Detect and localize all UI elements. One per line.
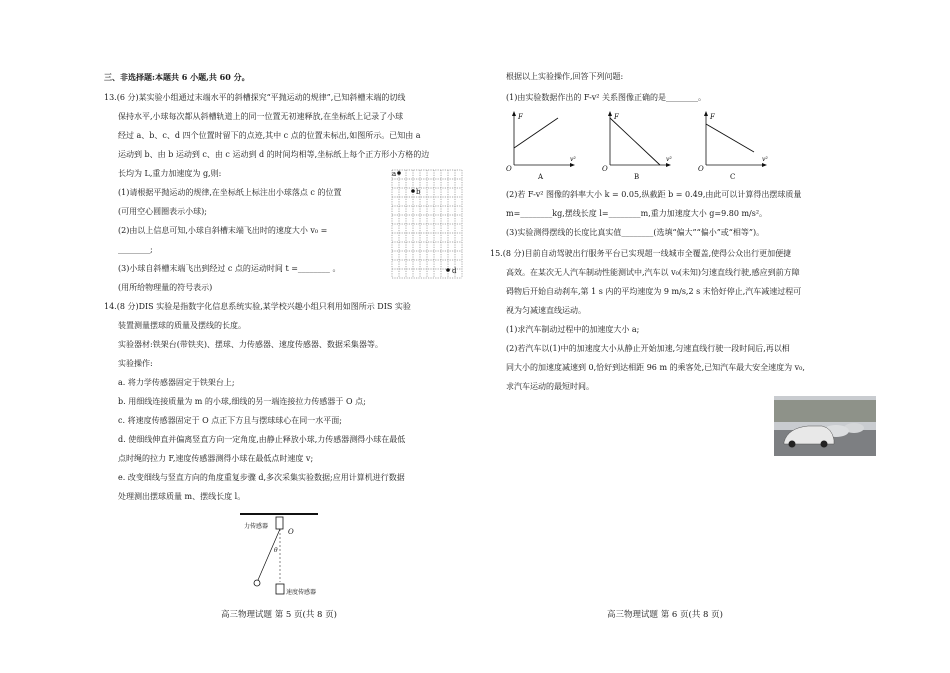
q14-answer-intro: 根据以上实验操作,回答下列问题: [506, 72, 624, 81]
q14-part-3: (3)实验测得摆线的长度比真实值________(选填“偏大”“偏小”或“相等”)。 [506, 228, 765, 237]
graph-A-option: A [538, 173, 544, 181]
graph-C-origin: O [698, 165, 704, 173]
f-v2-graph-C [698, 110, 773, 180]
pendulum-ball [254, 580, 260, 586]
q14-step-d: d. 使细线伸直并偏离竖直方向一定角度,由静止释放小球,力传感器测得小球在最低 [118, 435, 406, 444]
graph-A-x-label: v² [570, 156, 576, 163]
graph-B-line [610, 118, 660, 165]
page-5-footer: 高三物理试题 第 5 页(共 8 页) [221, 610, 337, 620]
q14-part-2b: m=________kg,摆线长度 l=________m,重力加速度大小 g=9.80 m/s²。 [506, 209, 768, 218]
point-O-label: O [288, 528, 294, 536]
graph-C-option: C [730, 173, 736, 181]
pendulum-apparatus-figure [228, 512, 348, 602]
autonomous-car-photo [774, 396, 876, 456]
q13-line-2: 保持水平,小球每次都从斜槽轨道上的同一位置无初速释放,在坐标纸上记录了小球 [118, 112, 404, 121]
q15-part-2-cont: 同大小的加速度减速到 0,恰好到达相距 96 m 的乘客处,已知汽车最大安全速度为 v₀, [506, 363, 805, 372]
exam-page-6 [475, 0, 950, 673]
angle-theta-label: θ [274, 547, 278, 554]
q14-step-e-cont: 处理测出摆球质量 m、摆线长度 l。 [118, 492, 246, 501]
point-b-dot [411, 189, 415, 193]
q13-part-3: (3)小球自斜槽末端飞出到经过 c 点的运动时间 t =________ 。 [118, 264, 341, 273]
graph-A-origin: O [506, 165, 512, 173]
q13-part-3-note: (用所给物理量的符号表示) [118, 283, 213, 292]
speed-sensor-label: 速度传感器 [286, 589, 317, 596]
q14-line-1: 14.(8 分)DIS 实验是指数字化信息系统实验,某学校兴趣小组只利用如图所示 DIS 实验 [104, 302, 411, 311]
graph-B-y-label: F [614, 113, 619, 121]
f-v2-graph-B [602, 110, 677, 180]
q15-line-3: 碍物后开始自动刹车,第 1 s 内的平均速度为 9 m/s,2 s 末恰好停止,汽车减速过程可 [506, 287, 802, 296]
f-v2-graph-A [506, 110, 581, 180]
q15-line-2: 高效。在某次无人汽车制动性能测试中,汽车以 v₀(未知)匀速直线行驶,感应到前方障 [506, 268, 800, 277]
point-d-label: d [452, 267, 457, 275]
force-sensor-label: 力传感器 [244, 523, 269, 530]
q14-part-2a: (2)若 F-v² 图像的斜率大小 k = 0.05,纵截距 b = 0.49,由此可以计算得出摆球质量 [506, 190, 802, 199]
q13-line-5: 长均为 L,重力加速度为 g,则: [118, 169, 222, 178]
graph-A-line [514, 118, 558, 148]
graph-A-y-label: F [518, 113, 523, 121]
q14-step-d-cont: 点时绳的拉力 F,速度传感器测得小球在最低点时速度 v; [118, 454, 314, 463]
point-a-label: a [392, 170, 397, 178]
graph-C-x-label: v² [762, 156, 768, 163]
q13-part-2-blank: ________; [118, 245, 153, 254]
q13-line-4: 运动到 b、由 b 运动到 c、由 c 运动到 d 的时间均相等,坐标纸上每个正方形小方格的边 [118, 150, 430, 159]
q14-step-e: e. 改变细线与竖直方向的角度重复步骤 d,多次采集实验数据;应用计算机进行数据 [118, 473, 405, 482]
section-heading: 三、非选择题:本题共 6 小题,共 60 分。 [104, 72, 250, 82]
coordinate-grid-figure [392, 170, 462, 278]
q13-part-2: (2)由以上信息可知,小球自斜槽末端飞出时的速度大小 v₀ = [118, 226, 328, 235]
q13-part-1: (1)请根据平抛运动的规律,在坐标纸上标注出小球落点 c 的位置 [118, 188, 342, 197]
pendulum-string [258, 529, 280, 580]
q14-step-a: a. 将力学传感器固定于铁架台上; [118, 378, 235, 387]
q14-equipment: 实验器材:铁架台(带铁夹)、摆球、力传感器、速度传感器、数据采集器等。 [118, 340, 383, 349]
graph-B-option: B [634, 173, 640, 181]
q13-line-1: 13.(6 分)某实验小组通过末端水平的斜槽探究“平抛运动的规律”,已知斜槽末端的切线 [104, 93, 406, 102]
point-b-label: b [416, 188, 421, 196]
q13-part-1b: (可用空心圆圈表示小球); [118, 207, 207, 216]
graph-B-x-label: v² [666, 156, 672, 163]
page-6-footer: 高三物理试题 第 6 页(共 8 页) [607, 610, 723, 620]
q14-part-1: (1)由实验数据作出的 F-v² 关系图像正确的是________。 [506, 93, 707, 102]
photo-trees [774, 400, 876, 422]
q15-line-1: 15.(8 分)目前自动驾驶出行服务平台已实现超一线城市全覆盖,使得公众出行更加便捷 [490, 249, 792, 258]
q14-procedure-heading: 实验操作: [118, 359, 153, 368]
graph-B-origin: O [602, 165, 608, 173]
grid-lines [392, 170, 462, 278]
q14-step-b: b. 用细线连接质量为 m 的小球,细线的另一端连接拉力传感器于 O 点; [118, 397, 366, 406]
graph-C-y-label: F [710, 113, 715, 121]
q15-line-4: 视为匀减速直线运动。 [506, 306, 586, 315]
q13-line-3: 经过 a、b、c、d 四个位置时留下的点迹,其中 c 点的位置未标出,如图所示。已知由 a [118, 131, 421, 140]
force-sensor-box [276, 517, 283, 529]
point-d-dot [446, 268, 450, 272]
point-a-dot [397, 171, 401, 175]
q15-part-2-end: 求汽车运动的最短时间。 [506, 382, 594, 391]
speed-sensor-box [276, 584, 284, 594]
graph-C-line [706, 124, 754, 152]
q15-part-2: (2)若汽车以(1)中的加速度大小从静止开始加速,匀速直线行驶一段时间后,再以相 [506, 344, 790, 353]
q14-line-2: 装置测量摆球的质量及摆线的长度。 [118, 321, 246, 330]
q14-step-c: c. 将速度传感器固定于 O 点正下方且与摆球球心在同一水平面; [118, 416, 342, 425]
q15-part-1: (1)求汽车制动过程中的加速度大小 a; [506, 325, 640, 334]
